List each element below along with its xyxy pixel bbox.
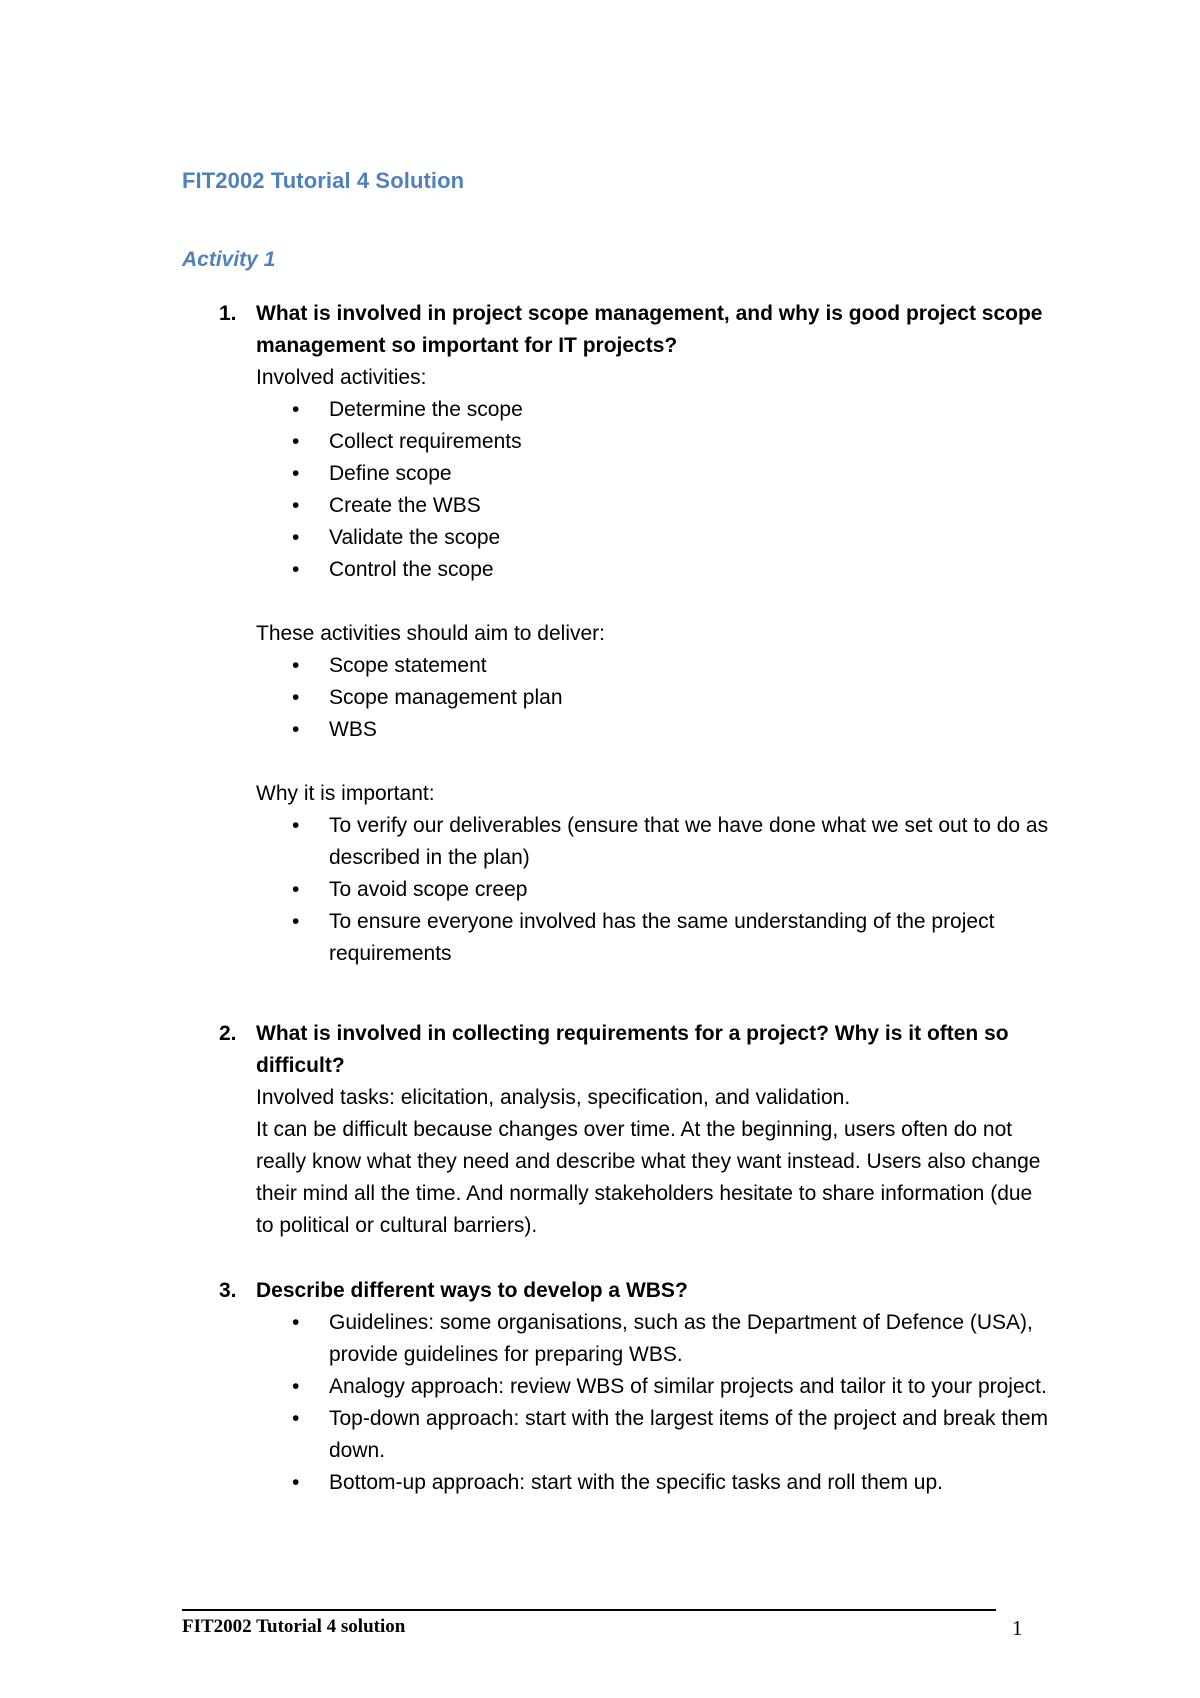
question-number: 2. bbox=[219, 1022, 237, 1045]
question-1 bbox=[219, 298, 1049, 970]
bullet-icon: • bbox=[292, 1471, 300, 1494]
list-item: • Validate the scope bbox=[256, 522, 1049, 554]
document-title: FIT2002 Tutorial 4 Solution bbox=[182, 168, 465, 193]
bullet-icon: • bbox=[292, 1311, 300, 1334]
question-text: What is involved in project scope management, and why is good project scope management so important for IT projects? bbox=[256, 302, 1043, 357]
spacer bbox=[256, 746, 1049, 778]
bullet-list bbox=[256, 650, 1049, 746]
question-2 bbox=[219, 1018, 1049, 1242]
page-number: 1 bbox=[1012, 1616, 1023, 1640]
bullet-icon: • bbox=[292, 718, 300, 741]
bullet-list bbox=[256, 810, 1049, 970]
bullet-icon: • bbox=[292, 910, 300, 933]
footer-label: FIT2002 Tutorial 4 solution bbox=[182, 1616, 406, 1637]
list-item: • To avoid scope creep bbox=[256, 874, 1049, 906]
list-item: • To verify our deliverables (ensure that we have done what we set out to do as described in the plan) bbox=[256, 810, 1049, 874]
list-item: • To ensure everyone involved has the same understanding of the project requirements bbox=[256, 906, 1049, 970]
section-heading: Why it is important: bbox=[256, 782, 435, 805]
bullet-icon: • bbox=[292, 814, 300, 837]
question-number: 1. bbox=[219, 302, 237, 325]
bullet-icon: • bbox=[292, 398, 300, 421]
list-item: • Scope statement bbox=[256, 650, 1049, 682]
bullet-icon: • bbox=[292, 686, 300, 709]
bullet-icon: • bbox=[292, 1375, 300, 1398]
answer-paragraph: Involved tasks: elicitation, analysis, specification, and validation. bbox=[256, 1086, 851, 1109]
answer-paragraph: It can be difficult because changes over time. At the beginning, users often do not really know what they need and describe what they want instead. Users also change their mind all the time. And normally stakeholders hesitate to share information (due to political or cultural barriers). bbox=[256, 1118, 1041, 1237]
question-3 bbox=[219, 1275, 1049, 1499]
footer-divider bbox=[182, 1609, 996, 1611]
question-text: What is involved in collecting requirements for a project? Why is it often so difficult? bbox=[256, 1022, 1009, 1077]
bullet-icon: • bbox=[292, 558, 300, 581]
bullet-icon: • bbox=[292, 430, 300, 453]
list-item: • Determine the scope bbox=[256, 394, 1049, 426]
list-item: • Guidelines: some organisations, such as the Department of Defence (USA), provide guidelines for preparing WBS. bbox=[256, 1307, 1049, 1371]
question-text: Describe different ways to develop a WBS? bbox=[256, 1279, 688, 1302]
list-item: • Top-down approach: start with the largest items of the project and break them down. bbox=[256, 1403, 1049, 1467]
section-heading: Involved activities: bbox=[256, 366, 427, 389]
list-item: • Create the WBS bbox=[256, 490, 1049, 522]
activity-heading: Activity 1 bbox=[182, 248, 276, 271]
spacer bbox=[256, 586, 1049, 618]
bullet-icon: • bbox=[292, 526, 300, 549]
question-number: 3. bbox=[219, 1279, 237, 1302]
list-item: • Analogy approach: review WBS of similar projects and tailor it to your project. bbox=[256, 1371, 1049, 1403]
bullet-list bbox=[256, 394, 1049, 586]
bullet-icon: • bbox=[292, 654, 300, 677]
list-item: • Bottom-up approach: start with the specific tasks and roll them up. bbox=[256, 1467, 1049, 1499]
bullet-list bbox=[256, 1307, 1049, 1499]
bullet-icon: • bbox=[292, 494, 300, 517]
bullet-icon: • bbox=[292, 462, 300, 485]
list-item: • Scope management plan bbox=[256, 682, 1049, 714]
list-item: • Control the scope bbox=[256, 554, 1049, 586]
bullet-icon: • bbox=[292, 1407, 300, 1430]
bullet-icon: • bbox=[292, 878, 300, 901]
list-item: • WBS bbox=[256, 714, 1049, 746]
list-item: • Collect requirements bbox=[256, 426, 1049, 458]
section-heading: These activities should aim to deliver: bbox=[256, 622, 605, 645]
list-item: • Define scope bbox=[256, 458, 1049, 490]
